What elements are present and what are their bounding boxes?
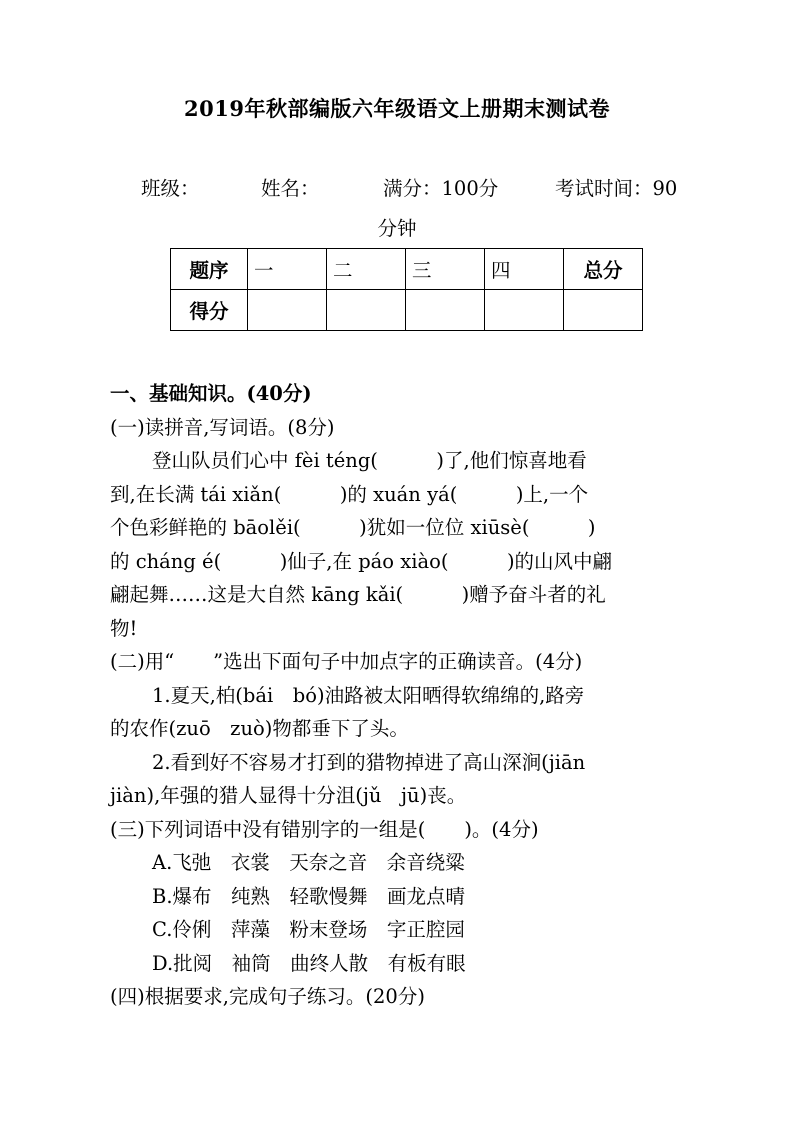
score-cell[interactable] [564,290,643,331]
full-score-label: 满分：100分 [383,177,499,200]
header-cell: 总分 [564,249,643,290]
name-label: 姓名： [261,177,320,200]
score-row-label: 得分 [171,290,248,331]
question-line: 1.夏天,柏(bái bó)油路被太阳晒得软绵绵的,路旁 [152,683,585,707]
option-c: C.伶俐 萍藻 粉末登场 字正腔园 [152,918,465,941]
question-heading: (一)读拼音,写词语。(8分) [110,415,335,439]
question-heading: (二)用“ ”选出下面句子中加点字的正确读音。(4分) [110,650,583,673]
passage-line: 翩起舞……这是大自然 kāng kǎi( )赠予奋斗者的礼 [110,583,606,606]
passage-line: 个色彩鲜艳的 bāolěi( )犹如一位位 xiūsè( ) [110,516,596,539]
option-b: B.爆布 纯熟 轻歌慢舞 画龙点晴 [152,884,466,908]
header-cell: 题序 [171,249,248,290]
option-a: A.飞弛 衣裳 天奈之音 余音绕粱 [152,851,465,874]
score-table [170,248,643,331]
class-label: 班级： [141,177,200,200]
score-cell[interactable] [485,290,564,331]
exam-time-label: 考试时间：90 [555,177,678,200]
passage-line: 的 cháng é( )仙子,在 páo xiào( )的山风中翩 [110,549,613,573]
exam-info [141,173,677,201]
passage-line: 登山队员们心中 fèi téng( )了,他们惊喜地看 [152,449,587,472]
exam-time-unit: 分钟 [377,217,417,240]
question-heading: (四)根据要求,完成句子练习。(20分) [110,985,425,1008]
question-line: 2.看到好不容易才打到的猎物掉进了高山深涧(jiān [152,750,586,774]
section-heading: 一、基础知识。(40分) [110,382,312,405]
option-d: D.批阅 袖筒 曲终人散 有板有眼 [152,951,466,975]
header-cell: 一 [248,249,327,290]
header-cell: 四 [485,249,564,290]
score-table-score-row [171,290,643,331]
question-line: 的农作(zuō zuò)物都垂下了头。 [110,717,409,740]
header-cell: 二 [327,249,406,290]
score-cell[interactable] [406,290,485,331]
score-table-header-row [171,249,643,290]
passage-line: 到,在长满 tái xiǎn( )的 xuán yá( )上,一个 [110,482,589,506]
question-heading: (三)下列词语中没有错别字的一组是( )。(4分) [110,817,539,841]
page-title: 2019年秋部编版六年级语文上册期末测试卷 [184,96,610,121]
question-line: jiàn),年强的猎人显得十分沮(jǔ jū)丧。 [110,784,467,807]
header-cell: 三 [406,249,485,290]
score-cell[interactable] [248,290,327,331]
passage-line: 物! [110,616,138,640]
exam-body [110,377,710,1014]
score-cell[interactable] [327,290,406,331]
